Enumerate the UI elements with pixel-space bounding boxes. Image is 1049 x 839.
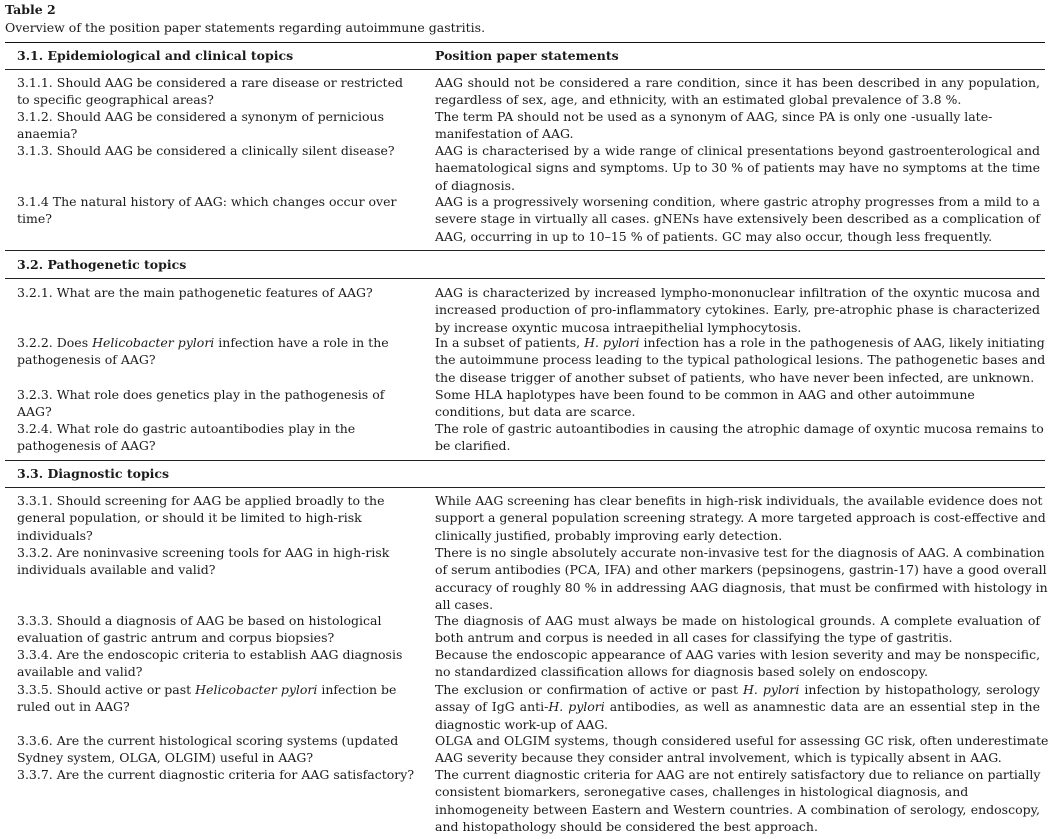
section-rule: [5, 487, 1045, 488]
statement-3-1-4: AAG is a progressively worsening condition, where gastric atrophy progresses from a mild to a severe stage in virtually all cases. gNENs have extensively been described as a complication of AAG, occurring in up to 10–15 % of patients. GC may also occur, though less frequently.: [435, 194, 1040, 244]
section-rule: [5, 278, 1045, 279]
section-rule: [5, 460, 1045, 461]
statement-3-2-4: The role of gastric autoantibodies in causing the atrophic damage of oxyntic mucosa remains to be clarified.: [435, 421, 1044, 454]
table-label: Table 2: [5, 2, 56, 17]
statement-3-3-5: The exclusion or confirmation of active or past H. pylori infection by histopathology, serology assay of IgG anti-H. pylori antibodies, as well as anamnestic data are an essential step in the diagnostic work-up of AAG.: [435, 682, 1040, 732]
question-3-2-2: 3.2.2. Does Helicobacter pylori infection have a role in the pathogenesis of AAG?: [17, 335, 389, 368]
header-rule: [5, 69, 1045, 70]
statement-3-3-7: The current diagnostic criteria for AAG are not entirely satisfactory due to reliance on partially consistent biomarkers, seronegative cases, challenges in histological diagnosis, and inhomogeneity between Eastern and Western countries. A combination of serology, endoscopy, and histopathology should be considered the best approach.: [435, 767, 1041, 835]
statement-3-1-3: AAG is characterised by a wide range of clinical presentations beyond gastroenterological and haematological signs and symptoms. Up to 30 % of patients may have no symptoms at the time of diagnosis.: [435, 143, 1040, 193]
statement-3-1-1: AAG should not be considered a rare condition, since it has been described in any population, regardless of sex, age, and ethnicity, with an estimated global prevalence of 3.8 %.: [435, 75, 1040, 108]
section-title-pathogenetic: 3.2. Pathogenetic topics: [17, 257, 187, 272]
column-header-statements: Position paper statements: [435, 48, 619, 63]
question-3-2-1: 3.2.1. What are the main pathogenetic features of AAG?: [17, 285, 373, 300]
section-title-diagnostic: 3.3. Diagnostic topics: [17, 466, 170, 481]
statement-3-3-3: The diagnosis of AAG must always be made on histological grounds. A complete evaluation of both antrum and corpus is needed in all cases for classifying the type of gastritis.: [435, 613, 1040, 646]
question-3-1-2: 3.1.2. Should AAG be considered a synonym of pernicious anaemia?: [17, 109, 384, 142]
statement-3-2-2: In a subset of patients, H. pylori infection has a role in the pathogenesis of AAG, likely initiating the autoimmune process leading to the typical pathological lesions. The pathogenetic bases and the disease trigger of another subset of patients, who have never been infected, are unknown.: [435, 335, 1046, 385]
question-3-3-7: 3.3.7. Are the current diagnostic criteria for AAG satisfactory?: [17, 767, 415, 782]
question-3-3-3: 3.3.3. Should a diagnosis of AAG be based on histological evaluation of gastric antrum and corpus biopsies?: [17, 613, 382, 646]
question-3-3-4: 3.3.4. Are the endoscopic criteria to establish AAG diagnosis available and valid?: [17, 647, 403, 680]
question-3-3-1: 3.3.1. Should screening for AAG be applied broadly to the general population, or should it be limited to high-risk individuals?: [17, 493, 385, 543]
statement-3-2-3: Some HLA haplotypes have been found to be common in AAG and other autoimmune conditions, but data are scarce.: [435, 387, 975, 420]
question-3-1-4: 3.1.4 The natural history of AAG: which changes occur over time?: [17, 194, 397, 227]
section-title-epidemiological: 3.1. Epidemiological and clinical topics: [17, 48, 294, 63]
statement-3-3-1: While AAG screening has clear benefits in high-risk individuals, the available evidence does not support a general population screening strategy. A more targeted approach is cost-effective and clinically justified, probably improving early detection.: [435, 493, 1046, 543]
statement-3-2-1: AAG is characterized by increased lympho-mononuclear infiltration of the oxyntic mucosa and increased production of pro-inflammatory cytokines. Early, pre-atrophic phase is characterized by increase oxyntic mucosa intraepithelial lymphocytosis.: [435, 285, 1040, 335]
question-3-1-1: 3.1.1. Should AAG be considered a rare disease or restricted to specific geographical areas?: [17, 75, 403, 108]
question-3-2-4: 3.2.4. What role do gastric autoantibodies play in the pathogenesis of AAG?: [17, 421, 356, 454]
question-3-3-5: 3.3.5. Should active or past Helicobacter pylori infection be ruled out in AAG?: [17, 682, 397, 715]
table-top-rule: [5, 42, 1045, 43]
question-3-3-2: 3.3.2. Are noninvasive screening tools for AAG in high-risk individuals available and valid?: [17, 545, 390, 578]
table-caption: Overview of the position paper statements regarding autoimmune gastritis.: [5, 20, 486, 35]
statement-3-3-2: There is no single absolutely accurate non-invasive test for the diagnosis of AAG. A combination of serum antibodies (PCA, IFA) and other markers (pepsinogens, gastrin-17) have a good overall accuracy of roughly 80 % in addressing AAG diagnosis, that must be confirmed with histology in all cases.: [435, 545, 1048, 613]
statement-3-3-6: OLGA and OLGIM systems, though considered useful for assessing GC risk, often underestimate AAG severity because they consider antral involvement, which is typically absent in AAG.: [435, 733, 1049, 766]
question-3-2-3: 3.2.3. What role does genetics play in the pathogenesis of AAG?: [17, 387, 385, 420]
section-rule: [5, 250, 1045, 251]
question-3-1-3: 3.1.3. Should AAG be considered a clinically silent disease?: [17, 143, 395, 158]
question-3-3-6: 3.3.6. Are the current histological scoring systems (updated Sydney system, OLGA, OLGIM) useful in AAG?: [17, 733, 399, 766]
statement-3-1-2: The term PA should not be used as a synonym of AAG, since PA is only one -usually late- manifestation of AAG.: [435, 109, 993, 142]
statement-3-3-4: Because the endoscopic appearance of AAG varies with lesion severity and may be nonspecific, no standardized classification allows for diagnosis based solely on endoscopy.: [435, 647, 1041, 680]
